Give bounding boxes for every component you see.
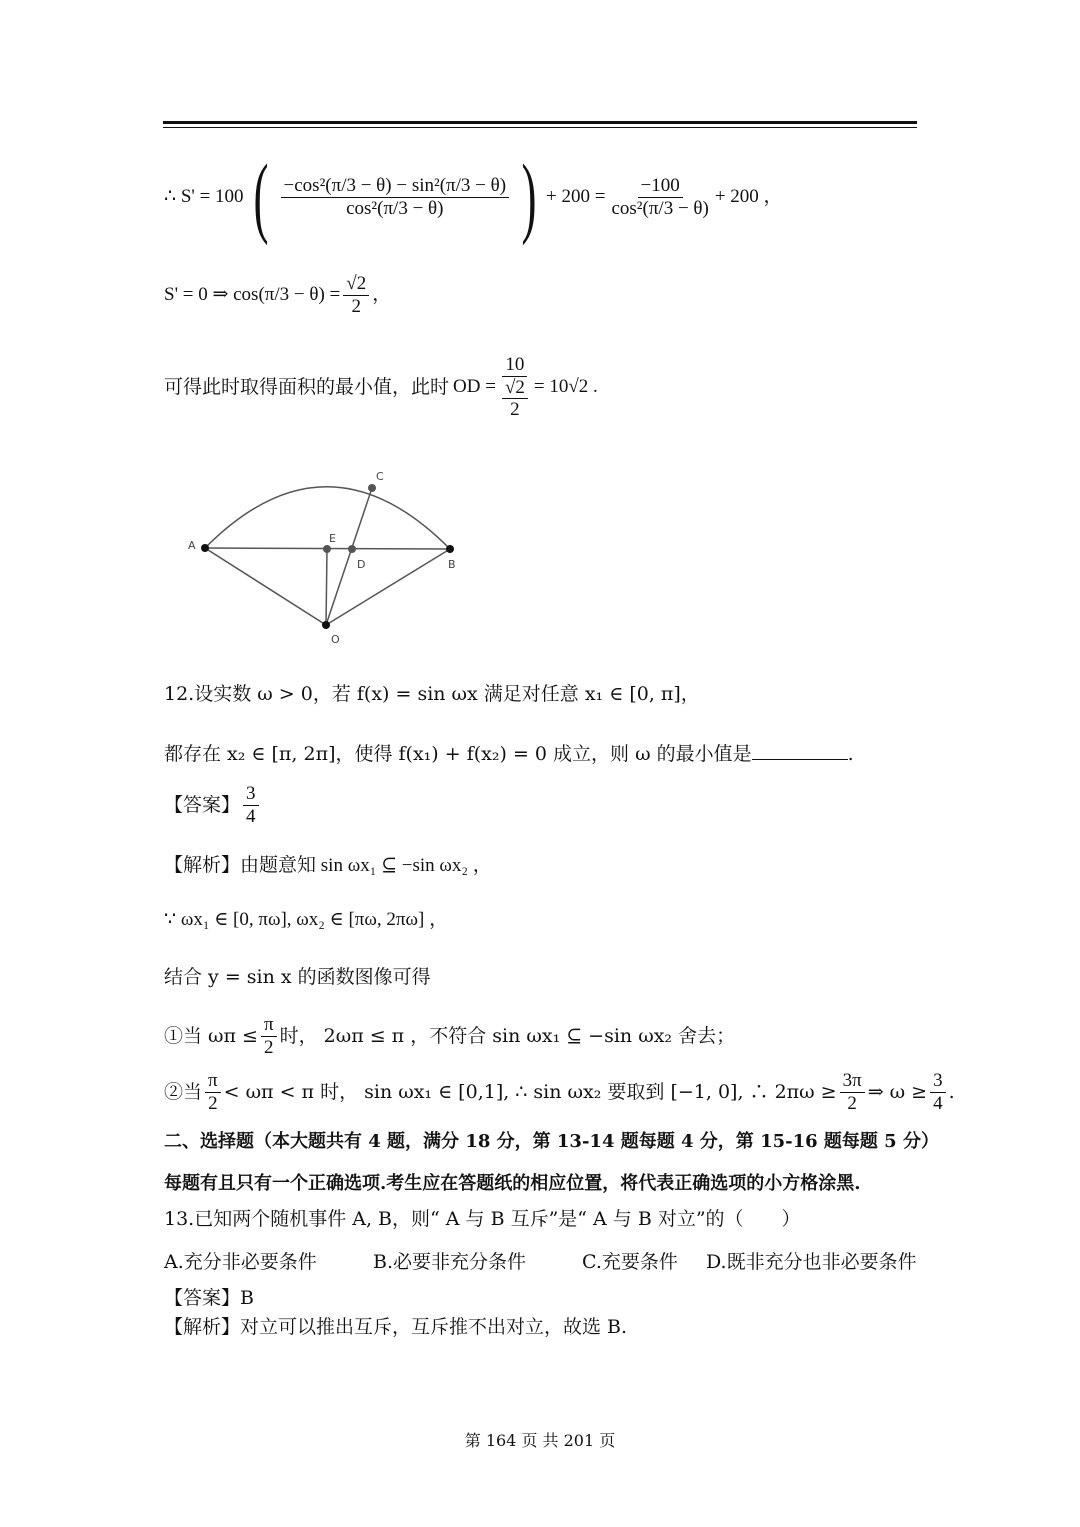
formula2-denominator: 2 bbox=[351, 295, 361, 317]
q12-analysis1 bbox=[164, 854, 492, 878]
case2-fraction3 bbox=[930, 1070, 946, 1115]
formula1-lhs: ∴ S' = 100 bbox=[164, 185, 244, 207]
analysis1-text: 由题意知 sin ωx₁ ⊆ −sin ωx₂ ， bbox=[240, 855, 492, 876]
sector-diagram bbox=[180, 465, 480, 650]
case2-a: ②当 bbox=[164, 1080, 203, 1103]
segment-bo bbox=[326, 549, 450, 625]
answer-denominator: 4 bbox=[246, 805, 256, 827]
q12-line2-text: 都存在 x₂ ∈ [π, 2π]，使得 f(x₁) + f(x₂) = 0 成立，则 ω 的最小值是 bbox=[164, 743, 752, 765]
answer-fraction bbox=[243, 783, 259, 828]
formula2-fraction bbox=[343, 273, 369, 318]
case1-num: π bbox=[261, 1014, 277, 1037]
label-d: D bbox=[357, 558, 366, 571]
q12-case1 bbox=[164, 1014, 735, 1059]
q13-analysis: 【解析】对立可以推出互斥，互斥推不出对立，故选 B. bbox=[164, 1316, 628, 1338]
minimum-area-line bbox=[164, 340, 598, 435]
q13-option-c: C.充要条件 bbox=[582, 1251, 678, 1273]
answer-label: 【答案】 bbox=[164, 793, 241, 816]
segment-ao bbox=[205, 548, 326, 625]
case2-fraction2 bbox=[840, 1070, 865, 1115]
case2-den3: 4 bbox=[933, 1092, 943, 1114]
minline-text: 可得此时取得面积的最小值，此时 bbox=[164, 376, 450, 399]
arc-ab bbox=[205, 487, 450, 549]
point-d bbox=[348, 545, 356, 553]
q12-line2 bbox=[164, 741, 854, 766]
label-a: A bbox=[188, 539, 196, 552]
label-c: C bbox=[376, 470, 384, 483]
section2-heading: 二、选择题（本大题共有 4 题，满分 18 分，第 13-14 题每题 4 分，第 15-16 题每题 5 分） bbox=[164, 1131, 939, 1152]
point-c bbox=[368, 484, 376, 492]
formula1-fraction2 bbox=[608, 175, 711, 220]
section2-instruction: 每题有且只有一个正确选项.考生应在答题纸的相应位置，将代表正确选项的小方格涂黑. bbox=[164, 1173, 861, 1194]
q13-answer: 【答案】B bbox=[164, 1287, 254, 1309]
q12-case2 bbox=[164, 1070, 955, 1115]
answer-blank bbox=[752, 741, 848, 760]
minline-den-num: √2 bbox=[502, 377, 528, 400]
formula1-mid: + 200 = bbox=[546, 185, 606, 207]
point-b bbox=[446, 545, 454, 553]
formula1-fraction bbox=[281, 175, 510, 220]
case2-end: . bbox=[948, 1080, 955, 1103]
left-big-paren: ( bbox=[253, 147, 269, 246]
minline-result: = 10√2 . bbox=[533, 376, 598, 398]
case1-b: 时， 2ωπ ≤ π ，不符合 sin ωx₁ ⊆ −sin ωx₂ 舍去； bbox=[279, 1024, 736, 1047]
formula1-tail: + 200 ， bbox=[714, 185, 783, 207]
case2-fraction1 bbox=[205, 1070, 221, 1115]
case2-num2: 3π bbox=[840, 1070, 865, 1093]
header-rule-thin bbox=[163, 127, 917, 128]
case1-a: ①当 ωπ ≤ bbox=[164, 1024, 258, 1047]
q12-line1: 12.设实数 ω > 0，若 f(x) = sin ωx 满足对任意 x₁ ∈ [0, π]， bbox=[164, 683, 700, 705]
page-footer: 第 164 页 共 201 页 bbox=[464, 1431, 616, 1450]
minline-denominator bbox=[499, 377, 531, 422]
point-o bbox=[322, 621, 330, 629]
header-rule-thick bbox=[163, 121, 917, 124]
formula-s-prime-derivative bbox=[164, 142, 783, 252]
formula2-lhs: S' = 0 ⇒ cos(π/3 − θ) = bbox=[164, 283, 341, 305]
q13-stem: 13.已知两个随机事件 A, B，则“ A 与 B 互斥”是“ A 与 B 对立”的（ ） bbox=[164, 1208, 801, 1230]
formula1-denominator2: cos²(π/3 − θ) bbox=[611, 197, 709, 219]
point-e bbox=[323, 545, 331, 553]
segment-eo bbox=[326, 549, 327, 625]
q12-analysis2: ∵ ωx₁ ∈ [0, πω], ωx₂ ∈ [πω, 2πω] ， bbox=[164, 909, 449, 930]
q12-answer bbox=[164, 783, 262, 828]
segment-oc bbox=[326, 488, 372, 625]
case2-b: < ωπ < π 时， sin ωx₁ ∈ [0,1], ∴ sin ωx₂ 要取到 [−1, 0], ∴ 2πω ≥ bbox=[223, 1080, 837, 1103]
case2-c: ⇒ ω ≥ bbox=[867, 1080, 928, 1103]
q13-option-b: B.必要非充分条件 bbox=[373, 1251, 527, 1273]
minline-den-den: 2 bbox=[510, 399, 520, 421]
point-a bbox=[201, 544, 209, 552]
case2-den2: 2 bbox=[847, 1092, 857, 1114]
formula2-numerator: √2 bbox=[343, 273, 369, 296]
case2-num3: 3 bbox=[930, 1070, 946, 1093]
label-b: B bbox=[448, 558, 456, 571]
q12-line2-end: . bbox=[847, 743, 854, 765]
formula1-numerator: −cos²(π/3 − θ) − sin²(π/3 − θ) bbox=[281, 175, 510, 198]
formula1-denominator: cos²(π/3 − θ) bbox=[346, 197, 444, 219]
minline-numerator: 10 bbox=[502, 354, 527, 377]
label-o: O bbox=[331, 633, 340, 646]
answer-numerator: 3 bbox=[243, 783, 259, 806]
formula2-tail: ， bbox=[372, 283, 392, 305]
minline-od: OD = bbox=[453, 376, 496, 398]
formula-s-prime-zero bbox=[164, 265, 391, 325]
label-e: E bbox=[329, 532, 336, 545]
formula1-numerator2: −100 bbox=[638, 175, 683, 198]
analysis-label: 【解析】 bbox=[164, 854, 241, 876]
case1-den: 2 bbox=[264, 1036, 274, 1058]
q12-analysis3: 结合 y = sin x 的函数图像可得 bbox=[164, 966, 431, 988]
case2-den: 2 bbox=[208, 1092, 218, 1114]
minline-fraction bbox=[499, 354, 531, 422]
q13-option-d: D.既非充分也非必要条件 bbox=[706, 1251, 917, 1273]
case2-num: π bbox=[205, 1070, 221, 1093]
q13-option-a: A.充分非必要条件 bbox=[164, 1251, 317, 1273]
right-big-paren: ) bbox=[521, 147, 537, 246]
case1-fraction bbox=[261, 1014, 277, 1059]
